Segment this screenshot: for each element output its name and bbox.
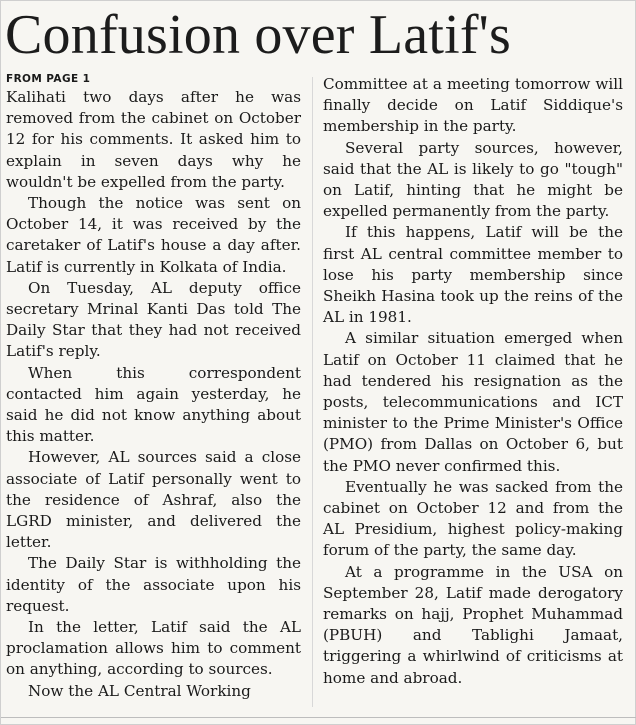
column-divider [312,77,313,707]
paragraph: Now the AL Central Working [28,681,251,700]
paragraph: The Daily Star is withholding the identity of the associate upon his request. [6,554,301,615]
article-column-2 [323,74,623,689]
paragraph: A similar situation emerged when Latif on October 11 claimed that he had tendered his resignation as the posts, telecommunications and ICT minister to the Prime Minister's Office (PMO) from Dallas on October 6, but the PMO never confirmed this. [323,329,623,475]
paragraph: At a programme in the USA on September 28, Latif made derogatory remarks on hajj, Prophet Muhammad (PBUH) and Tablighi Jamaat, triggering a whirlwind of criticisms at home and abroad. [323,562,623,687]
paragraph: Though the notice was sent on October 14, it was received by the caretaker of Latif's house a day after. Latif is currently in Kolkata of India. [6,194,301,276]
paragraph: On Tuesday, AL deputy office secretary Mrinal Kanti Das told The Daily Star that they had not received Latif's reply. [6,278,301,361]
paragraph: Several party sources, however, said that the AL is likely to go "tough" on Latif, hinting that he might be expelled permanently from the party. [323,138,623,221]
paragraph: Committee at a meeting tomorrow will finally decide on Latif Siddique's membership in the party. [323,75,623,136]
paragraph: However, AL sources said a close associate of Latif personally went to the residence of Ashraf, also the LGRD minister, and delivered the letter. [6,448,301,552]
bottom-divider [1,717,636,718]
paragraph: In the letter, Latif said the AL proclamation allows him to comment on anything, according to sources. [6,618,301,679]
paragraph: Eventually he was sacked from the cabinet on October 12 and from the AL Presidium, highest policy-making forum of the party, the same day. [323,477,623,560]
paragraph: If this happens, Latif will be the first AL central committee member to lose his party membership since Sheikh Hasina took up the reins of the AL in 1981. [323,223,623,327]
article-column-1 [6,71,301,702]
continuation-kicker: FROM PAGE 1 [6,73,91,85]
paragraph: Kalihati two days after he was removed from the cabinet on October 12 for his comments. It asked him to explain in seven days why he wouldn't be expelled from the party. [6,88,301,191]
paragraph: When this correspondent contacted him again yesterday, he said he did not know anything about this matter. [6,363,301,446]
headline: Confusion over Latif's [5,4,511,66]
